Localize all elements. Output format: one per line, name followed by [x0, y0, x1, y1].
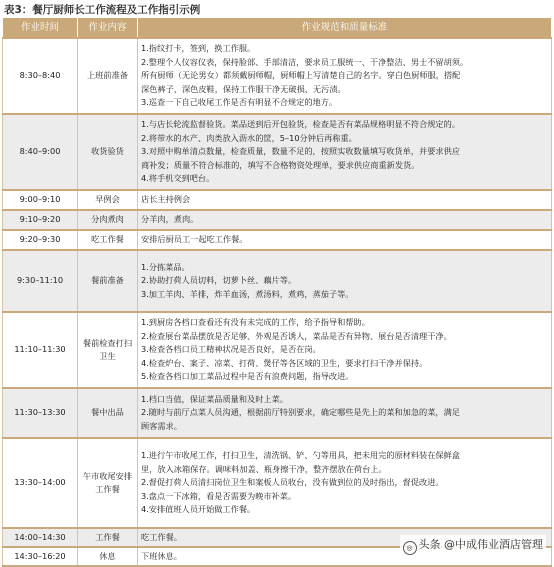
cell-time: 8:30–8:40	[3, 38, 78, 114]
cell-time: 9:30–11:10	[3, 250, 78, 312]
standard-line: 分羊肉，煮肉。	[141, 214, 199, 225]
cell-item: 收货验货	[78, 114, 138, 190]
standard-line: 2.随时与前厅点菜人员沟通，根据前厅特别要求，确定哪些是先上的菜和加急的菜，满足	[141, 407, 460, 418]
header-time: 作业时间	[3, 18, 78, 39]
cell-item: 工作餐	[78, 528, 138, 547]
table-row	[3, 230, 552, 250]
standard-line: 下班休息。	[141, 550, 182, 561]
standard-line: 安排后厨员工一起吃工作餐。	[141, 234, 248, 245]
cell-time: 14:30–16:20	[3, 547, 78, 566]
standard-line: 2.检查展台菜品摆放是否足够、外观是否诱人，菜品是否有异物、展台是否清理干净。	[141, 330, 452, 341]
table-row	[3, 114, 552, 190]
cell-item: 午市收尾安排工作餐	[78, 438, 138, 528]
cell-standard	[138, 312, 552, 388]
cell-standard	[138, 38, 552, 114]
standard-line: 5.检查各档口加工菜品过程中是否有浪费问题，指导改进。	[141, 371, 354, 382]
table-title: 表3：餐厅厨师长工作流程及工作指引示例	[4, 4, 201, 16]
cell-time: 9:10–9:20	[3, 210, 78, 230]
table-row	[3, 38, 552, 114]
table-row	[3, 438, 552, 528]
cell-standard	[138, 114, 552, 190]
cell-item: 早例会	[78, 190, 138, 210]
standard-line: 顾客需求。	[141, 420, 182, 431]
table-row	[3, 190, 552, 210]
standard-line: 深色裤子、深色皮鞋，保持工作服干净无破损、无污渍。	[141, 83, 346, 94]
watermark: ◎ 头条 @中成伟业酒店管理	[400, 535, 547, 556]
standard-line: 1.档口当值，保证菜品质量和及时上菜。	[141, 393, 288, 404]
cell-time: 13:30–14:00	[3, 438, 78, 528]
standard-line: 3.盘点一下冰箱，看是否需要为晚市补菜。	[141, 490, 297, 501]
standard-line: 2.督促打荷人员清扫岗位卫生和案板人员收台，没有做到位的及时指出，督促改进。	[141, 477, 444, 488]
standard-line: 1.到厨房各档口查看还有没有未完成的工作，给予指导和帮助。	[141, 317, 370, 328]
watermark-logo-icon: ◎	[403, 541, 417, 555]
standard-line: 3.加工羊肉、羊排，炸羊血汤，煮汤料，煮鸡，蒸茄子等。	[141, 288, 354, 299]
cell-standard	[138, 210, 552, 230]
cell-standard	[138, 388, 552, 438]
cell-time: 11:10–11:30	[3, 312, 78, 388]
cell-time: 8:40–9:00	[3, 114, 78, 190]
standard-line: 3.对照中购单清点数量，检查质量，数量不足的，按照实收数量填写收货单，并要求供应	[141, 146, 460, 157]
table-row	[3, 388, 552, 438]
cell-item: 餐前检查打扫卫生	[78, 312, 138, 388]
standard-line: 里，放入冰箱保存。调味料加盖、瓶身擦干净，整齐摆放在荷台上。	[141, 463, 387, 474]
cell-standard	[138, 250, 552, 312]
standard-line: 2.将带水的水产、肉类放入沥水的筐，5–10分钟后再称重。	[141, 132, 357, 143]
standard-line: 吃工作餐。	[141, 531, 182, 542]
cell-time: 9:00–9:10	[3, 190, 78, 210]
table-row	[3, 250, 552, 312]
standard-line: 2.协助打荷人员切料，切萝卜丝、藕片等。	[141, 275, 297, 286]
standard-line: 店长主持例会	[141, 194, 191, 205]
table-row	[3, 312, 552, 388]
cell-item: 餐前准备	[78, 250, 138, 312]
standard-line: 所有厨师（无论男女）都须戴厨师帽，厨师帽上写清楚自己的名字。穿白色厨师服，搭配	[141, 70, 461, 81]
cell-item: 休息	[78, 547, 138, 566]
standard-line: 4.将手机交到吧台。	[141, 173, 215, 184]
header-item: 作业内容	[78, 18, 138, 39]
cell-item: 餐中出品	[78, 388, 138, 438]
standard-line: 3.检查各档口员工精神状况是否良好，是否在岗。	[141, 344, 321, 355]
standard-line: 1.进行午市收尾工作，打扫卫生，清洗锅、铲、勺等用具，把未用完的原材料装在保鲜盒	[141, 450, 460, 461]
cell-time: 9:20–9:30	[3, 230, 78, 250]
cell-standard	[138, 190, 552, 210]
cell-item: 分肉煮肉	[78, 210, 138, 230]
standard-line: 4.检查炉台、案子、凉菜、打荷、煲仔等各区域的卫生，要求打扫干净并保持。	[141, 357, 428, 368]
header-standard: 作业规范和质量标准	[138, 18, 552, 39]
cell-standard	[138, 438, 552, 528]
standard-line: 1.分拣菜品。	[141, 261, 190, 272]
cell-time: 11:30–13:30	[3, 388, 78, 438]
cell-standard	[138, 230, 552, 250]
cell-item: 吃工作餐	[78, 230, 138, 250]
table-body	[3, 38, 552, 566]
standard-line: 2.整理个人仪容仪表，保持脸部、手部清洁，要求员工服统一、干净整洁、男士不留胡须。	[141, 56, 469, 67]
table-row	[3, 210, 552, 230]
workflow-table	[2, 17, 552, 567]
standard-line: 1.指纹打卡，签到，换工作服。	[141, 43, 256, 54]
standard-line: 商补发；质量不符合标准的，填写不合格物资处理单，要求供应商重新发货。	[141, 159, 420, 170]
cell-item: 上班前准备	[78, 38, 138, 114]
header-row	[3, 18, 552, 39]
standard-line: 1.与店长轮流监督验货。菜品送到后开包验货，检查是否有菜品规格明显不符合规定的。	[141, 119, 460, 130]
standard-line: 4.安排值班人员开始做工作餐。	[141, 504, 256, 515]
standard-line: 3.巡查一下自己收尾工作是否有明显不合规定的地方。	[141, 97, 338, 108]
cell-time: 14:00–14:30	[3, 528, 78, 547]
